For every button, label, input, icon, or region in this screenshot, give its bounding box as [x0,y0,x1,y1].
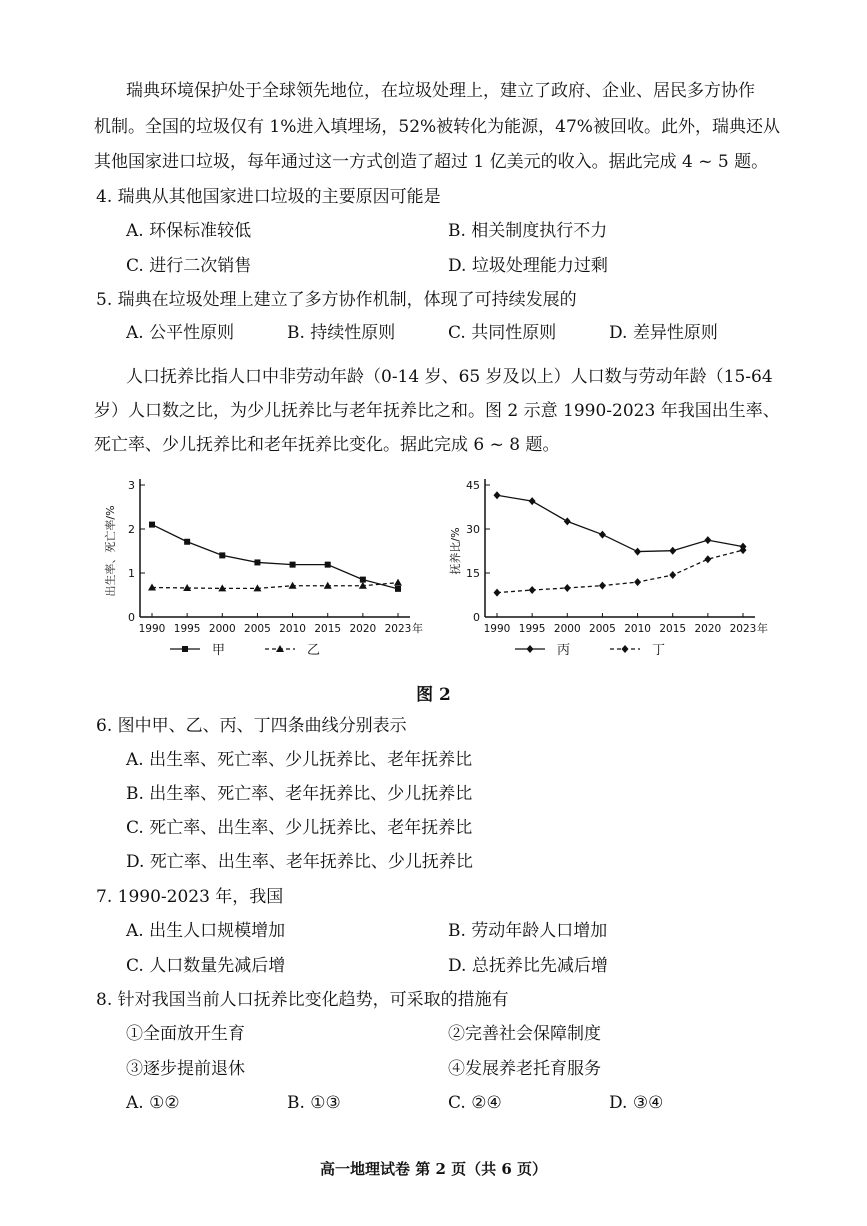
question-6-option-d: D. 死亡率、出生率、老年抚养比、少儿抚养比 [126,852,473,872]
chart-right-series-丙-point [494,491,501,499]
chart-left-legend-marker [182,646,188,652]
chart-left-series-乙-point [394,579,402,586]
figure-caption: 图 2 [416,685,451,705]
chart-right-x-tick-label: 2023 [729,623,757,635]
chart-right-x-tick-label: 2015 [659,623,687,635]
chart-right-x-tick-label: 2020 [694,623,722,635]
passage-2-line-1: 人口抚养比指人口中非劳动年龄（0-14 岁、65 岁及以上）人口数与劳动年龄（15-64 [126,367,773,387]
chart-left-series-甲-point [360,577,366,583]
chart-right-y-tick-label: 45 [466,479,480,492]
chart-right-series-丙-line [497,495,743,551]
question-5-option-a: A. 公平性原则 [126,323,235,343]
question-8-statement-3: ③逐步提前退休 [126,1059,245,1079]
question-7-stem: 7. 1990-2023 年，我国 [96,887,284,907]
chart-right-series-丁-point [529,586,536,594]
chart-left-series-甲-point [325,562,331,568]
chart-right-series-丁-point [669,571,676,579]
chart-right-x-axis-label: 年 [757,622,768,635]
question-8-option-b: B. ①③ [287,1093,341,1113]
passage-1-line-2: 机制。全国的垃圾仅有 1%进入填埋场，52%被转化为能源，47%被回收。此外，瑞典还从 [94,117,780,137]
chart-left-legend-label: 甲 [212,643,226,658]
question-5-option-b: B. 持续性原则 [287,323,396,343]
chart-right-y-axis-label: 抚养比/% [449,527,462,575]
chart-left-y-tick-label: 3 [128,479,135,492]
chart-right-legend-marker [622,645,629,653]
chart-left-series-甲-point [149,522,155,528]
question-7-option-d: D. 总抚养比先减后增 [448,956,608,976]
chart-right-series-丁-point [634,578,641,586]
chart-right-legend-label: 丁 [652,643,666,658]
chart-left-x-tick-label: 1990 [138,623,166,635]
question-8-stem: 8. 针对我国当前人口抚养比变化趋势，可采取的措施有 [96,990,509,1010]
question-5-option-d: D. 差异性原则 [609,323,718,343]
chart-left-series-甲-point [219,552,225,558]
chart-right-x-tick-label: 2010 [624,623,651,635]
chart-right-series-丙-point [599,531,606,539]
question-7-option-a: A. 出生人口规模增加 [126,921,286,941]
chart-right-series-丁-point [564,584,571,592]
chart-left-y-tick-label: 0 [128,611,135,624]
question-7-option-c: C. 人口数量先减后增 [126,956,286,976]
chart-left-y-tick-label: 1 [128,567,135,580]
question-8-option-a: A. ①② [126,1093,180,1113]
question-8-statement-4: ④发展养老托育服务 [448,1059,601,1079]
question-8-statement-1: ①全面放开生育 [126,1024,245,1044]
chart-left-y-axis-label: 出生率、死亡率/% [104,505,117,597]
chart-left-series-甲-point [184,539,190,545]
chart-right-series-丁-point [599,582,606,590]
chart-right-x-tick-label: 1995 [518,623,546,635]
question-6-option-c: C. 死亡率、出生率、少儿抚养比、老年抚养比 [126,818,473,838]
passage-1-line-1: 瑞典环境保护处于全球领先地位，在垃圾处理上，建立了政府、企业、居民多方协作 [126,81,755,101]
chart-left-series-甲-point [290,562,296,568]
chart-left-x-axis-label: 年 [412,622,423,635]
question-5-option-c: C. 共同性原则 [448,323,557,343]
question-4-option-c: C. 进行二次销售 [126,256,252,276]
passage-2-line-2: 岁）人口数之比，为少儿抚养比与老年抚养比之和。图 2 示意 1990-2023 年我国出生率、 [94,401,780,421]
question-4-option-b: B. 相关制度执行不力 [448,221,608,241]
chart-right-y-tick-label: 30 [466,523,480,536]
chart-left-x-tick-label: 2015 [314,623,342,635]
question-8-option-c: C. ②④ [448,1093,502,1113]
question-5-stem: 5. 瑞典在垃圾处理上建立了多方协作机制，体现了可持续发展的 [96,290,577,310]
chart-left-x-tick-label: 2023 [384,623,412,635]
chart-left-x-tick-label: 2000 [208,623,236,635]
chart-right-series-丙-point [564,517,571,525]
chart-right-series-丙-point [529,497,536,505]
chart-left-x-tick-label: 2010 [279,623,306,635]
chart-right-series-丙-point [704,536,711,544]
passage-1-line-3: 其他国家进口垃圾，每年通过这一方式创造了超过 1 亿美元的收入。据此完成 4 ~ 5 题。 [94,152,769,172]
chart-right-x-tick-label: 2000 [553,623,581,635]
question-4-stem: 4. 瑞典从其他国家进口垃圾的主要原因可能是 [96,187,441,207]
question-7-option-b: B. 劳动年龄人口增加 [448,921,608,941]
chart-right-series-丙-point [669,547,676,555]
chart-right-legend-marker [527,645,534,653]
chart-right-y-tick-label: 0 [473,611,480,624]
question-4-option-d: D. 垃圾处理能力过剩 [448,256,608,276]
chart-right-series-丁-point [494,589,501,597]
question-6-option-a: A. 出生率、死亡率、少儿抚养比、老年抚养比 [126,750,473,770]
question-6-option-b: B. 出生率、死亡率、老年抚养比、少儿抚养比 [126,784,473,804]
question-6-stem: 6. 图中甲、乙、丙、丁四条曲线分别表示 [96,716,407,736]
chart-dependency-ratio [445,470,785,660]
chart-right-y-tick-label: 15 [466,567,480,580]
chart-right-x-tick-label: 1990 [483,623,511,635]
question-8-option-d: D. ③④ [609,1093,664,1113]
question-8-statement-2: ②完善社会保障制度 [448,1024,601,1044]
chart-right-x-tick-label: 2005 [589,623,616,635]
chart-left-series-甲-point [254,559,260,565]
chart-left-legend-label: 乙 [307,643,321,658]
passage-2-line-3: 死亡率、少儿抚养比和老年抚养比变化。据此完成 6 ~ 8 题。 [94,435,560,455]
chart-left-y-tick-label: 2 [128,523,135,536]
question-4-option-a: A. 环保标准较低 [126,221,252,241]
page-footer: 高一地理试卷 第 2 页（共 6 页） [320,1160,547,1178]
chart-left-x-tick-label: 2020 [349,623,377,635]
chart-right-series-丁-point [704,555,711,563]
chart-right-legend-label: 丙 [557,643,571,658]
chart-birth-death-rate [100,470,440,660]
chart-left-series-甲-point [395,586,401,592]
chart-left-x-tick-label: 1995 [173,623,201,635]
chart-right-series-丁-line [497,550,743,593]
chart-right-series-丙-point [634,548,641,556]
chart-left-x-tick-label: 2005 [244,623,271,635]
